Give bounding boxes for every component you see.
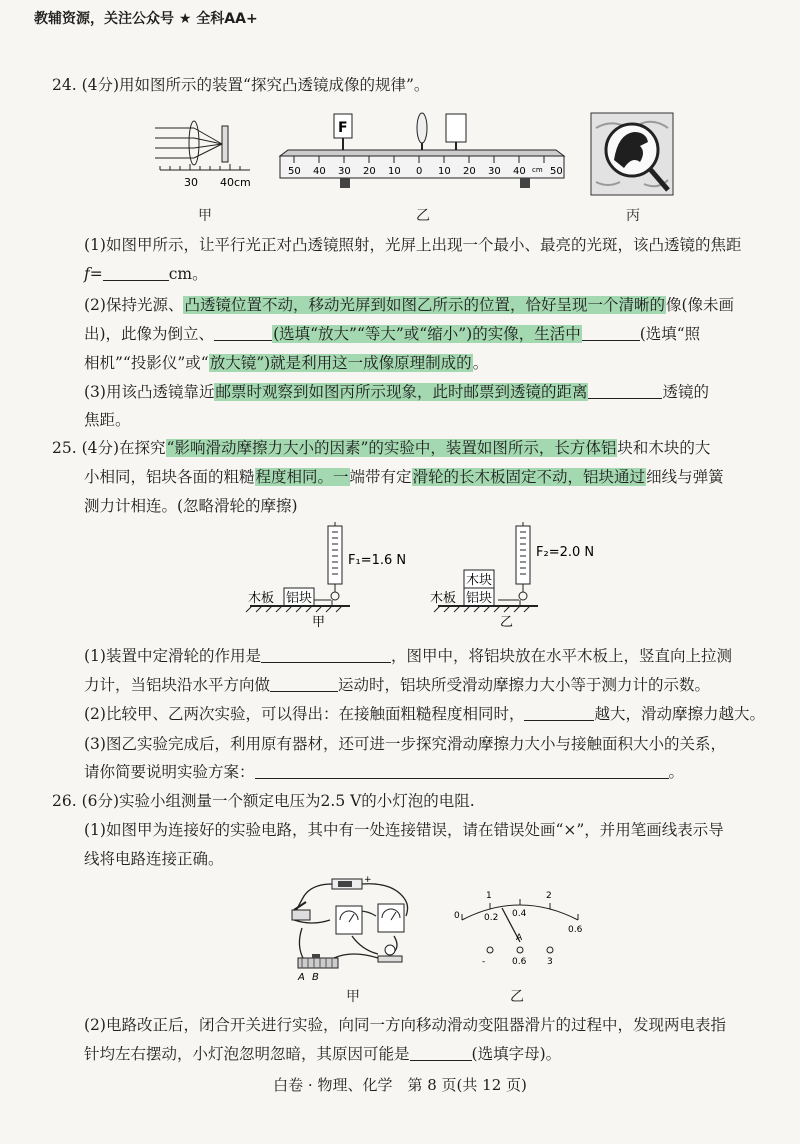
q25-figure-yi bbox=[428, 522, 618, 632]
text: 运动时，铝块所受滑动摩擦力大小等于测力计的示数。 bbox=[338, 676, 711, 694]
page-header: 教辅资源，关注公众号 ★ 全科AA+ bbox=[34, 11, 258, 27]
q25-part1-line2 bbox=[84, 674, 710, 696]
q24-part3-line2: 焦距。 bbox=[84, 411, 131, 429]
terminal-06: 0.6 bbox=[512, 957, 527, 967]
yi-caption: 乙 bbox=[500, 615, 514, 630]
yi-letter-f: F bbox=[338, 120, 348, 136]
answer-blank-pulley-role[interactable] bbox=[261, 646, 391, 663]
jia-block-label: 铝块 bbox=[286, 591, 313, 606]
scale-top-1: 1 bbox=[486, 891, 492, 901]
yi-block-label: 铝块 bbox=[466, 591, 493, 606]
text: (选填“照 bbox=[639, 325, 701, 343]
q24-part2-line3 bbox=[84, 352, 488, 374]
page-footer: 白卷 · 物理、化学 第 8 页(共 12 页) bbox=[273, 1076, 527, 1094]
yi-force-label: F₂=2.0 N bbox=[536, 545, 595, 560]
scale-bottom-0: 0 bbox=[454, 911, 460, 921]
text: 细线与弹簧 bbox=[646, 468, 724, 486]
jia-tick-40: 40cm bbox=[220, 176, 251, 189]
jia-force-label: F₁=1.6 N bbox=[348, 553, 407, 568]
yi-tick-5: 0 bbox=[416, 166, 423, 177]
q24-figure-jia bbox=[150, 108, 260, 194]
q24-part1-line2 bbox=[84, 263, 208, 285]
text: 。 bbox=[668, 763, 685, 781]
answer-blank-image-size[interactable] bbox=[214, 324, 272, 341]
text: (1)装置中定滑轮的作用是 bbox=[84, 647, 261, 665]
yi-tick-3: 20 bbox=[363, 166, 376, 177]
scale-bottom-1: 0.2 bbox=[484, 913, 499, 923]
highlight: (选填“放大”“等大”或“缩小”)的实像，生活中 bbox=[273, 325, 581, 343]
q26-caption-yi: 乙 bbox=[510, 989, 524, 1005]
yi-tick-7: 20 bbox=[463, 166, 476, 177]
text: (选填字母)。 bbox=[471, 1045, 562, 1063]
unit-cm: cm。 bbox=[168, 265, 208, 283]
rheostat-label-a: A bbox=[298, 972, 305, 982]
scale-top-2: 2 bbox=[546, 891, 552, 901]
text: 力计，当铝块沿水平方向做 bbox=[84, 676, 271, 694]
highlight: 凸透镜位置不动，移动光屏到如图乙所示的位置，恰好呈现一个清晰的 bbox=[184, 296, 665, 314]
text: 像(像未画 bbox=[665, 296, 735, 314]
text: 小相同，铝块各面的粗糙 bbox=[84, 468, 255, 486]
text: 25. (4分)在探究 bbox=[52, 439, 166, 457]
jia-board-label: 木板 bbox=[248, 591, 275, 606]
highlight: 邮票时观察到如图丙所示现象，此时邮票到透镜的距离 bbox=[215, 383, 588, 401]
text: 相机”“投影仪”或“ bbox=[84, 354, 209, 372]
yi-tick-6: 10 bbox=[438, 166, 451, 177]
text: 针均左右摆动，小灯泡忽明忽暗，其原因可能是 bbox=[84, 1045, 410, 1063]
text: (2)保持光源、 bbox=[84, 296, 184, 314]
q26-part2-line2 bbox=[84, 1043, 561, 1065]
q26-part2-line1: (2)电路改正后，闭合开关进行实验，向同一方向移动滑动变阻器滑片的过程中，发现两电表指 bbox=[84, 1016, 726, 1034]
text: ，图甲中，将铝块放在水平木板上，竖直向上拉测 bbox=[390, 647, 732, 665]
highlight: “影响滑动摩擦力大小的因素”的实验中，装置如图所示，长方体铝 bbox=[166, 439, 617, 457]
answer-blank-plan[interactable] bbox=[255, 762, 669, 779]
q25-intro-line3: 测力计相连。(忽略滑轮的摩擦) bbox=[84, 497, 298, 515]
answer-blank-focal[interactable] bbox=[103, 264, 169, 281]
rheostat-label-b: B bbox=[312, 972, 319, 982]
yi-tick-0: 50 bbox=[288, 166, 301, 177]
focal-symbol: f= bbox=[84, 265, 103, 283]
q25-figure-jia bbox=[240, 522, 420, 632]
yi-tick-10: 50 bbox=[550, 166, 563, 177]
q26-circuit-figure bbox=[282, 876, 432, 982]
q24-title: 24. (4分)用如图所示的装置“探究凸透镜成像的规律”。 bbox=[52, 76, 430, 94]
terminal-neg: - bbox=[482, 957, 486, 967]
text: 端带有定 bbox=[349, 468, 412, 486]
q24-caption-yi: 乙 bbox=[416, 208, 430, 224]
q24-caption-jia: 甲 bbox=[198, 208, 212, 224]
q26-title: 26. (6分)实验小组测量一个额定电压为2.5 V的小灯泡的电阻. bbox=[52, 792, 475, 810]
q24-part2-line2 bbox=[84, 323, 700, 345]
q25-part3-line2 bbox=[84, 761, 684, 783]
text: 块和木块的大 bbox=[617, 439, 711, 457]
q26-part1-line2: 线将电路连接正确。 bbox=[84, 850, 224, 868]
text: 越大，滑动摩擦力越大。 bbox=[594, 705, 765, 723]
answer-blank-cause[interactable] bbox=[410, 1044, 472, 1061]
highlight: 程度相同。一 bbox=[255, 468, 349, 486]
text: 透镜的 bbox=[662, 383, 709, 401]
q24-part2-line1 bbox=[84, 294, 734, 316]
battery-plus: + bbox=[364, 876, 372, 885]
text: 。 bbox=[472, 354, 489, 372]
meter-unit: A bbox=[516, 933, 523, 943]
yi-unit: cm bbox=[532, 166, 543, 174]
answer-blank-motion[interactable] bbox=[270, 675, 338, 692]
highlight: 放大镜”)就是利用这一成像原理制成的 bbox=[209, 354, 472, 372]
jia-tick-30: 30 bbox=[184, 176, 198, 189]
yi-block-top-label: 木块 bbox=[466, 573, 493, 588]
q25-part2 bbox=[84, 703, 765, 725]
q24-part3-line1 bbox=[84, 381, 709, 403]
q25-intro-line2 bbox=[84, 466, 724, 488]
q26-ammeter-figure bbox=[450, 880, 590, 970]
answer-blank-distance[interactable] bbox=[588, 382, 662, 399]
text: (3)用该凸透镜靠近 bbox=[84, 383, 215, 401]
q24-caption-bing: 丙 bbox=[626, 208, 640, 224]
scale-bottom-2: 0.4 bbox=[512, 909, 527, 919]
yi-board-label: 木板 bbox=[430, 591, 457, 606]
q25-intro-line1 bbox=[52, 437, 710, 459]
q25-part1-line1 bbox=[84, 645, 732, 667]
q25-part3-line1: (3)图乙实验完成后，利用原有器材，还可进一步探究滑动摩擦力大小与接触面积大小的关系， bbox=[84, 735, 726, 753]
yi-tick-1: 40 bbox=[313, 166, 326, 177]
jia-caption: 甲 bbox=[312, 615, 326, 630]
q24-part1-line1: (1)如图甲所示，让平行光正对凸透镜照射，光屏上出现一个最小、最亮的光斑，该凸透镜的焦距 bbox=[84, 236, 742, 254]
yi-tick-8: 30 bbox=[488, 166, 501, 177]
answer-blank-device[interactable] bbox=[582, 324, 640, 341]
scale-bottom-3: 0.6 bbox=[568, 925, 583, 935]
yi-tick-4: 10 bbox=[388, 166, 401, 177]
text: 请你简要说明实验方案： bbox=[84, 763, 255, 781]
yi-tick-9: 40 bbox=[513, 166, 526, 177]
terminal-3: 3 bbox=[547, 957, 553, 967]
text: 出)，此像为倒立、 bbox=[84, 325, 215, 343]
q26-caption-jia: 甲 bbox=[346, 989, 360, 1005]
q24-figure-bing bbox=[590, 112, 674, 196]
q24-figure-yi bbox=[274, 108, 574, 198]
q26-part1-line1: (1)如图甲为连接好的实验电路，其中有一处连接错误，请在错误处画“×”，并用笔画线表示导 bbox=[84, 821, 724, 839]
answer-blank-factor[interactable] bbox=[524, 704, 594, 721]
highlight: 滑轮的长木板固定不动，铝块通过 bbox=[412, 468, 646, 486]
text: (2)比较甲、乙两次实验，可以得出：在接触面粗糙程度相同时， bbox=[84, 705, 525, 723]
yi-tick-2: 30 bbox=[338, 166, 351, 177]
